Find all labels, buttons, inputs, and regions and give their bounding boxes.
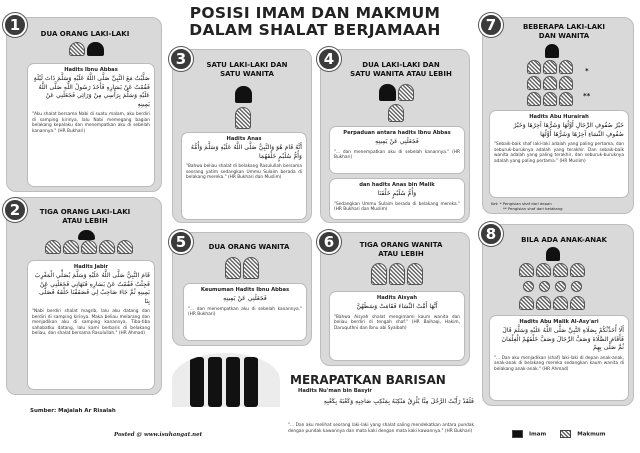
panel-2-figures (45, 240, 133, 254)
translation-text: "Bahwa Aisyah shalat mengimami kaum wanita dan beliau berdiri di tengah shaf." (HR Baihaqi, Hakim, Daruquthni dan Ibnu abi Syaibah) (334, 314, 460, 331)
merapatkan-arabic: فَلَقَدْ رَأَيْتُ الرَّجُلَ مِنَّا يُلْزِقُ مَنْكِبَهُ بِمَنْكِبِ صَاحِبِهِ وَكَعْبَهُ بِكَعْبِهِ (323, 398, 474, 405)
hadith-heading: Hadits Jabir (73, 264, 109, 270)
makmum-figure (371, 263, 387, 285)
panel-3-title (187, 61, 307, 79)
section-title-merapatkan: MERAPATKAN BARISAN (290, 373, 446, 387)
panel-1-card (27, 63, 155, 187)
legend-makmum: Makmum (560, 430, 605, 438)
makmum-figure (407, 263, 423, 285)
makmum-figure (99, 240, 115, 254)
hadith-heading: dan hadits Anas bin Malik (359, 182, 435, 188)
translation-text: "... dan menempatkan aku di sebelah kanannya." (HR Bukhari) (334, 149, 460, 161)
number-badge-3: 3 (169, 47, 193, 71)
arabic-text: فَجَعَلَنِي عَنْ يَمِينِهِ (375, 138, 419, 145)
makmum-figure (559, 92, 573, 106)
panel-8-card (489, 315, 629, 401)
imam-figure (379, 84, 396, 101)
makmum-figure (81, 240, 97, 254)
panel-6-figures (371, 263, 423, 285)
makmum-figure (543, 92, 557, 106)
makmum-figure (117, 240, 133, 254)
arabic-text: فَجَعَلَنِي عَنْ يَمِينِهِ (223, 295, 267, 302)
translation-text: "Sedangkan Ummu Sulaim berada di belakang mereka." (HR Bukhari dan Muslim) (334, 201, 460, 213)
panel-8-row-men (519, 263, 585, 277)
child-figure (571, 281, 582, 292)
makmum-figure (527, 76, 541, 90)
makmum-figure (527, 92, 541, 106)
hadith-heading: Keumuman Hadits Ibnu Abbas (200, 287, 290, 293)
number-badge-6: 6 (317, 230, 341, 254)
legend-imam: Imam (512, 430, 546, 438)
panel-7-card (489, 110, 629, 198)
source-credit: Sumber: Majalah Ar Risalah (30, 408, 116, 414)
panel-7-row-men-2 (527, 76, 573, 90)
arabic-text: وَأُمُّ سُلَيْمٍ خَلْفَنَا (377, 190, 417, 197)
panel-7 (482, 17, 634, 214)
makmum-figure (389, 263, 405, 285)
note-text: Ket: * Pengisian shaf dari depan (491, 201, 552, 206)
row-marker: * (585, 67, 589, 75)
translation-text: "... dan menempatkan aku di sebelah kanannya." (HR Bukhari) (188, 306, 302, 318)
panel-4-card-2 (329, 178, 465, 220)
translation-text: "Nabi berdiri shalat magrib, lalu aku datang dan berdiri di samping kirinya. Maka beliau melarang dan menjadikan aku di samping kanannya. Tiba-tiba sahabatku datang, lalu kami berbaris di belakang beliau, dan shalat bersama Rasulullah." (HR Ahmad) (32, 309, 150, 337)
panel-8-title: BILA ADA ANAK-ANAK (521, 236, 607, 244)
row-marker: ** (583, 92, 591, 100)
title-line: TIGA ORANG WANITA (359, 241, 443, 249)
translation-text: "Aku shalat bersama Nabi di suatu malam, aku berdiri di samping kirinya, lalu Nabi memegang bagian belakang kepalaku dan menempatkan aku di sebelah kanannya." (HR Bukhari) (32, 112, 150, 134)
arabic-text: أَلَا أُحَدِّثُكُمْ بِصَلَاةِ النَّبِيِّ صَلَّى اللَّهُ عَلَيْهِ وَسَلَّمَ قَالَ فَأَقَامَ الصَّلَاةَ وَصَفَّ الرِّجَالَ وَصَفَّ خَلْفَهُمْ الْغِلْمَانَ ثُمَّ صَلَّى بِهِمْ (501, 327, 624, 351)
panel-2-card (27, 260, 155, 390)
panel-3 (172, 49, 312, 223)
merapatkan-translation: "... Dan aku melihat seorang laki-laki yang shalat saling mendekatkan antara pundak dengan pundak kawannya dan mata kaki dengan mata kaki kawannya." (HR Bukhari) (288, 423, 474, 434)
makmum-figure (536, 263, 551, 277)
panel-4 (320, 49, 470, 223)
title-line-1: POSISI IMAM DAN MAKMUM (189, 4, 441, 22)
makmum-figure (45, 240, 61, 254)
title-line: SATU WANITA (220, 70, 274, 78)
page-title (180, 5, 450, 39)
hadith-heading: Hadits Aisyah (376, 295, 418, 301)
posted-credit: Posted @ www.isuhangat.net (114, 432, 203, 438)
child-figure (539, 281, 550, 292)
title-line: ATAU LEBIH (62, 217, 108, 225)
worshipper-figure (208, 357, 222, 407)
imam-figure (243, 257, 259, 279)
panel-6 (320, 232, 470, 366)
worshipper-figure (226, 357, 240, 407)
makmum-figure (519, 296, 534, 310)
title-line: ATAU LEBIH (378, 250, 424, 258)
panel-1 (6, 17, 162, 192)
number-badge-1: 1 (3, 13, 27, 37)
number-badge-7: 7 (479, 13, 503, 37)
worshipper-figure (244, 357, 258, 407)
translation-text: "Sebaik-baik shaf laki-laki adalah yang paling pertama, dan seburuk-buruknya adalah yang terakhir. Dan sebaik-baik wanita adalah yang paling terakhir, dan seburuk-buruknya adalah yang paling pertama." (HR Muslim) (494, 142, 624, 164)
panel-4-title (335, 61, 467, 79)
title-line: SATU WANITA ATAU LEBIH (350, 70, 452, 78)
makmum-figure (398, 84, 414, 101)
title-line: SATU LAKI-LAKI DAN (206, 61, 288, 69)
panel-5-figures (225, 257, 259, 279)
title-line-2: DALAM SHALAT BERJAMAAH (189, 21, 441, 39)
panel-6-title (335, 241, 467, 259)
child-figure (523, 281, 534, 292)
imam-figure (78, 230, 95, 240)
hadith-heading: Hadits Abu Malik Al-Asy'ari (519, 319, 599, 325)
number-badge-4: 4 (317, 47, 341, 71)
note-text: ** Pengisian shaf dari belakang (503, 206, 563, 211)
makmum-figure (63, 240, 79, 254)
makmum-figure (235, 107, 251, 129)
title-line: DUA LAKI-LAKI DAN (362, 61, 440, 69)
makmum-figure (553, 263, 568, 277)
imam-figure (87, 42, 104, 56)
makmum-figure (553, 296, 568, 310)
makmum-figure (559, 76, 573, 90)
makmum-figure (536, 296, 551, 310)
makmum-figure (543, 76, 557, 90)
makmum-figure (559, 60, 573, 74)
panel-4-figures-top (379, 84, 414, 101)
panel-5-card (183, 283, 307, 341)
hadith-heading: Hadits Ibnu Abbas (64, 67, 118, 73)
arabic-text: أَنَّهَا أَمَّتْ النِّسَاءَ فَقَامَتْ وَسَطَهُنَّ (356, 303, 438, 310)
hadith-heading: Hadits Abu Hurairah (529, 114, 589, 120)
arabic-text: أَنَّهُ قَامَ هُوَ وَالنَّبِيُّ صَلَّى اللَّهُ عَلَيْهِ وَسَلَّمَ وَأُمُّهُ وَأُمُّ سُلَيْمٍ خَلْفَهُمَا (190, 144, 302, 160)
translation-text: "... Dan aku menjadikan (shaf) laki-laki di depan anak-anak, anak-anak di belakang mereka sedangkan kaum wanita di belakang anak-anak." (HR Ahmad) (494, 355, 624, 372)
hadith-heading: Perpaduan antara hadits Ibnu Abbas (343, 130, 451, 136)
makmum-figure (543, 60, 557, 74)
title-line: TIGA ORANG LAKI-LAKI (39, 208, 131, 216)
panel-4-card-1 (329, 126, 465, 174)
makmum-figure (527, 60, 541, 74)
imam-figure (546, 247, 560, 261)
number-badge-8: 8 (479, 222, 503, 246)
makmum-figure (519, 263, 534, 277)
standing-row-illustration (172, 353, 280, 407)
panel-7-row-men-1 (527, 60, 573, 74)
number-badge-5: 5 (169, 230, 193, 254)
panel-2-title (7, 208, 163, 226)
panel-5-title: DUA ORANG WANITA (208, 243, 290, 251)
panel-8-row-women (519, 296, 585, 310)
arabic-text: خَيْرُ صُفُوفِ الرِّجَالِ أَوَّلُهَا وَشَرُّهَا آخِرُهَا وَخَيْرُ صُفُوفِ النِّسَاءِ آخِرُهَا وَشَرُّهَا أَوَّلُهَا (513, 122, 624, 138)
worshipper-figure (190, 357, 204, 407)
panel-8 (482, 224, 634, 406)
merapatkan-hadith: Hadits Nu'man bin Basyir (298, 388, 372, 394)
arabic-text: قَامَ النَّبِيُّ صَلَّى اللَّهُ عَلَيْهِ وَسَلَّمَ يُصَلِّي الْمَغْرِبَ فَجِئْتُ فَقُمْتُ عَنْ يَسَارِهِ فَنَهَانِي فَجَعَلَنِي عَنْ يَمِينِهِ ثُمَّ جَاءَ صَاحِبٌ لِي فَصَفَفْنَا خَلْفَهُ فَصَلَّى بِنَا (34, 272, 150, 305)
panel-3-card (181, 132, 307, 220)
panel-8-row-children (523, 281, 582, 292)
makmum-figure (225, 257, 241, 279)
arabic-text: صَلَّيْتُ مَعَ النَّبِيِّ صَلَّى اللَّهُ عَلَيْهِ وَسَلَّمَ ذَاتَ لَيْلَةٍ فَقُمْتُ عَنْ يَسَارِهِ فَأَخَذَ رَسُولُ اللَّهِ صَلَّى اللَّهُ عَلَيْهِ وَسَلَّمَ بِرَأْسِي مِنْ وَرَائِي فَجَعَلَنِي عَنْ يَمِينِهِ (33, 75, 150, 108)
panel-1-figures (69, 42, 104, 56)
makmum-figure (570, 263, 585, 277)
legend (512, 430, 605, 438)
panel-5 (172, 232, 312, 346)
translation-text: "Bahwa beliau shalat di belakang Rasulullah bersama seorang yatim sedangkan Ummu Sulaim berada di belakang mereka." (HR Bukhari dan Muslim) (186, 164, 302, 181)
panel-1-title: DUA ORANG LAKI-LAKI (40, 30, 130, 38)
hadith-heading: Hadits Anas (226, 136, 262, 142)
title-line: BEBERAPA LAKI-LAKI (522, 23, 606, 31)
imam-figure (235, 86, 252, 103)
makmum-figure (570, 296, 585, 310)
number-badge-2: 2 (3, 198, 27, 222)
panel-7-notes (491, 201, 563, 211)
imam-figure (545, 44, 559, 58)
child-figure (555, 281, 566, 292)
panel-7-title (497, 23, 631, 41)
panel-7-row-women (527, 92, 573, 106)
title-line: DAN WANITA (538, 32, 590, 40)
makmum-figure (69, 42, 85, 56)
panel-2 (6, 197, 162, 395)
makmum-figure (388, 104, 404, 122)
panel-6-card (329, 291, 465, 361)
